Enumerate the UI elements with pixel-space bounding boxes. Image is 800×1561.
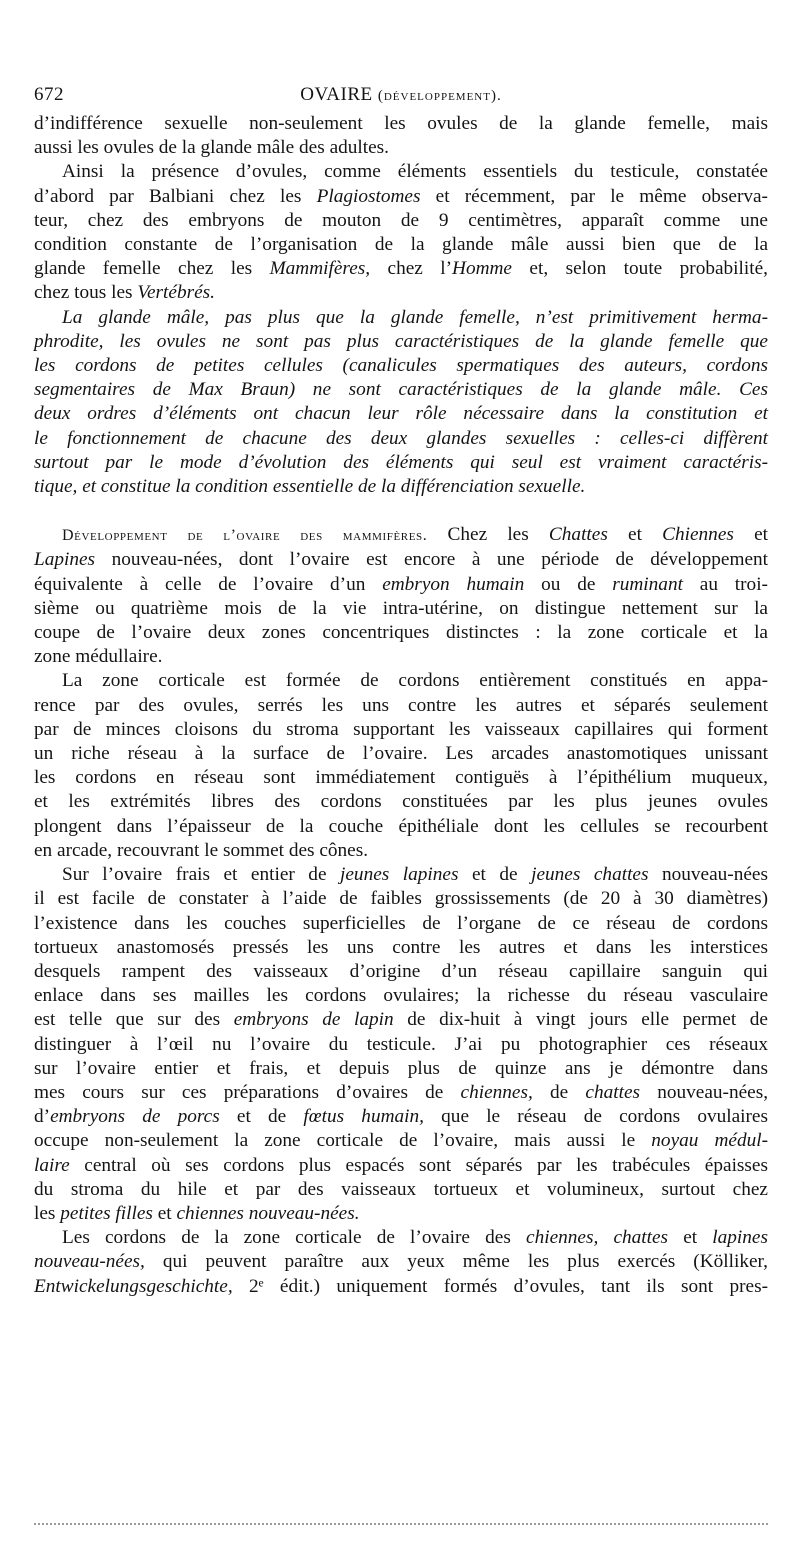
text-line: coupe de l’ovaire deux zones concentriques distinctes : la zone corticale et la <box>34 622 768 644</box>
page-number: 672 <box>34 84 64 105</box>
text-line: nouveau-nées, qui peuvent paraître aux yeux même les plus exercés (Kölliker, <box>34 1251 768 1273</box>
text-line: et les extrémités libres des cordons constituées par les plus jeunes ovules <box>34 791 768 813</box>
text-line: par de minces cloisons du stroma supportant les vaisseaux capillaires qui forment <box>34 718 768 740</box>
paragraph-7 <box>34 1226 768 1299</box>
document-page <box>34 78 768 1299</box>
text-line: du stroma du hile et par des vaisseaux tortueux et volumineux, surtout chez <box>34 1178 768 1200</box>
section-heading: Développement de l’ovaire des mammifères. <box>62 527 428 545</box>
text-line: plongent dans l’épaisseur de la couche épithéliale dont les cellules se recourbent <box>34 815 768 837</box>
text-line: Développement de l’ovaire des mammifères. Chez les Chattes et Chiennes et <box>62 524 768 546</box>
text-line: il est facile de constater à l’aide de faibles grossissements (de 20 à 30 diamètres) <box>34 888 768 910</box>
text-line: Sur l’ovaire frais et entier de jeunes lapines et de jeunes chattes nouveau-nées <box>62 864 768 886</box>
text-line: Les cordons de la zone corticale de l’ovaire des chiennes, chattes et lapines <box>62 1227 768 1249</box>
text-line: tique, et constitue la condition essentielle de la différenciation sexuelle. <box>34 476 586 498</box>
text-line: Lapines nouveau-nées, dont l’ovaire est encore à une période de développement <box>34 549 768 571</box>
text-line: rence par des ovules, serrés les uns contre les autres et séparés seulement <box>34 694 768 716</box>
text-line: teur, chez des embryons de mouton de 9 centimètres, apparaît comme une <box>34 209 768 231</box>
text-line: sième ou quatrième mois de la vie intra-utérine, on distingue nettement sur la <box>34 597 768 619</box>
text-line: Ainsi la présence d’ovules, comme éléments essentiels du testicule, constatée <box>62 161 768 183</box>
text-line: tortueux anastomosés pressés les uns contre les autres et dans les interstices <box>34 936 768 958</box>
paragraph-6 <box>34 863 768 1226</box>
text-line: condition constante de l’organisation de la glande mâle aussi bien que de la <box>34 234 768 256</box>
text-line: glande femelle chez les Mammifères, chez l’Homme et, selon toute probabilité, <box>34 258 768 280</box>
paragraph-2 <box>34 160 768 305</box>
text-line: d’abord par Balbiani chez les Plagiostomes et récemment, par le même observa- <box>34 185 768 207</box>
text-line: La glande mâle, pas plus que la glande femelle, n’est primitivement herma- <box>62 306 768 328</box>
text-line: deux ordres d’éléments ont chacun leur rôle nécessaire dans la constitution et <box>34 403 768 425</box>
text-line: sur l’ovaire entier et frais, et depuis plus de quinze ans je démontre dans <box>34 1057 768 1079</box>
text-line: Entwickelungsgeschichte, 2ᵉ édit.) uniquement formés d’ovules, tant ils sont pres- <box>34 1275 768 1297</box>
running-title: OVAIRE (développement). <box>300 84 502 105</box>
paragraph-5 <box>34 669 768 863</box>
text-line: surtout par le mode d’évolution des éléments qui seul est vraiment caractéris- <box>34 451 768 473</box>
text-line: segmentaires de Max Braun) ne sont caractéristiques de la glande mâle. Ces <box>34 379 768 401</box>
text-line: laire central où ses cordons plus espacés sont séparés par les trabécules épaisses <box>34 1154 768 1176</box>
text-line: en arcade, recouvrant le sommet des cônes. <box>34 839 369 861</box>
paragraph-1 <box>34 112 768 160</box>
text-line: enlace dans ses mailles les cordons ovulaires; la richesse du réseau vasculaire <box>34 985 768 1007</box>
text-line: équivalente à celle de l’ovaire d’un embryon humain ou de ruminant au troi- <box>34 573 768 595</box>
paragraph-3-italic <box>34 306 768 500</box>
text-line: un riche réseau à la surface de l’ovaire. Les arcades anastomotiques unissant <box>34 743 768 765</box>
section-gap <box>34 499 768 523</box>
text-line: occupe non-seulement la zone corticale de l’ovaire, mais aussi le noyau médul- <box>34 1130 769 1152</box>
text-line: La zone corticale est formée de cordons entièrement constitués en appa- <box>62 670 768 692</box>
text-line: l’existence dans les couches superficielles de l’organe de ce réseau de cordons <box>34 912 768 934</box>
text-line: le fonctionnement de chacune des deux glandes sexuelles : celles-ci diffèrent <box>34 427 768 449</box>
text-line: les cordons en réseau sont immédiatement contiguës à l’épithélium muqueux, <box>34 767 768 789</box>
text-line: desquels rampent des vaisseaux d’origine d’un réseau capillaire sanguin qui <box>34 960 768 982</box>
paragraph-4-section <box>34 523 768 669</box>
text-line: les petites filles et chiennes nouveau-nées. <box>34 1202 360 1224</box>
footer-rule <box>34 1523 768 1525</box>
text-line: aussi les ovules de la glande mâle des adultes. <box>34 137 389 159</box>
text-line: zone médullaire. <box>34 646 163 668</box>
text-line: chez tous les Vertébrés. <box>34 282 215 304</box>
text-line: les cordons de petites cellules (canalicules spermatiques des auteurs, cordons <box>34 355 768 377</box>
text-line: d’embryons de porcs et de fœtus humain, que le réseau de cordons ovulaires <box>34 1106 768 1128</box>
text-line: d’indifférence sexuelle non-seulement les ovules de la glande femelle, mais <box>34 113 768 134</box>
text-line: phrodite, les ovules ne sont pas plus caractéristiques de la glande femelle que <box>34 330 768 352</box>
running-header <box>34 78 768 112</box>
text-line: mes cours sur ces préparations d’ovaires de chiennes, de chattes nouveau-nées, <box>34 1081 769 1103</box>
text-line: distinguer à l’œil nu l’ovaire du testicule. J’ai pu photographier ces réseaux <box>34 1033 768 1055</box>
text-line: est telle que sur des embryons de lapin de dix-huit à vingt jours elle permet de <box>34 1009 768 1031</box>
